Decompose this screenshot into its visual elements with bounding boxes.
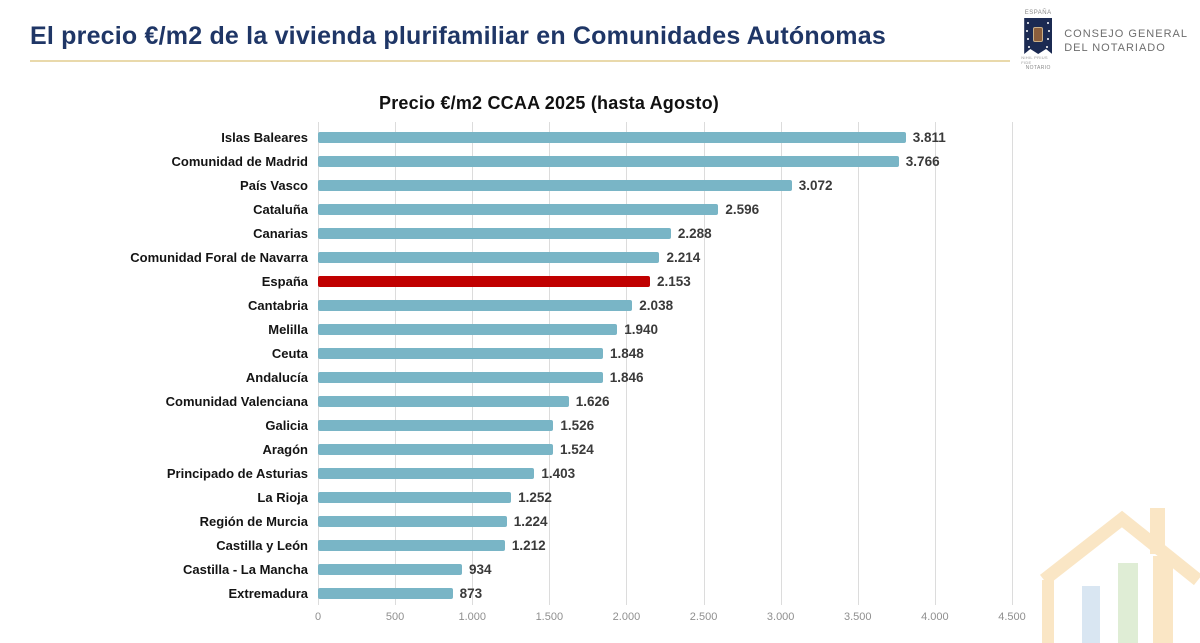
bar-row xyxy=(0,149,1012,173)
bar-track xyxy=(318,389,1012,413)
bar xyxy=(318,420,553,431)
category-label: Extremadura xyxy=(228,585,308,601)
bar xyxy=(318,228,671,239)
bar-row xyxy=(0,389,1012,413)
logo-org-name xyxy=(1064,27,1188,55)
value-label: 2.038 xyxy=(639,297,674,313)
value-label: 3.811 xyxy=(912,129,946,145)
category-label: Principado de Asturias xyxy=(166,465,308,481)
value-label: 934 xyxy=(469,561,492,577)
bar-row xyxy=(0,533,1012,557)
bar xyxy=(318,348,603,359)
category-label: Castilla - La Mancha xyxy=(183,561,308,577)
x-tick-label: 4.000 xyxy=(921,611,949,623)
bar xyxy=(318,564,462,575)
value-label: 1.940 xyxy=(624,321,658,337)
bar-row xyxy=(0,461,1012,485)
category-label: Islas Baleares xyxy=(221,129,308,145)
logo-motto: NIHIL PRIUS FIDE xyxy=(1021,55,1048,65)
x-tick-label: 1.000 xyxy=(458,611,486,623)
logo-country-label: ESPAÑA xyxy=(1024,10,1052,16)
bar-track xyxy=(318,581,1012,605)
value-label: 1.252 xyxy=(518,489,552,505)
bar xyxy=(318,300,632,311)
bar-row xyxy=(0,365,1012,389)
bar-row xyxy=(0,509,1012,533)
x-tick-label: 2.500 xyxy=(689,611,718,623)
value-label: 1.524 xyxy=(560,441,594,457)
shield-icon xyxy=(1024,18,1052,54)
bar-row xyxy=(0,317,1012,341)
value-label: 3.766 xyxy=(905,153,940,169)
bar-track xyxy=(318,125,1012,149)
bar-highlight xyxy=(318,276,650,287)
bar-track xyxy=(318,149,1012,173)
bar xyxy=(318,444,553,455)
value-label: 873 xyxy=(459,585,483,601)
bar-row xyxy=(0,341,1012,365)
bar-track xyxy=(318,317,1012,341)
x-tick-label: 500 xyxy=(385,611,405,623)
title-underline xyxy=(30,60,1010,62)
x-tick-label: 3.000 xyxy=(766,611,795,623)
category-label: Comunidad de Madrid xyxy=(171,153,308,169)
category-label: Canarias xyxy=(253,225,308,241)
x-axis xyxy=(314,611,1026,627)
bar xyxy=(318,492,511,503)
value-label: 2.153 xyxy=(657,273,691,289)
page-title: El precio €/m2 de la vivienda plurifamiliar en Comunidades Autónomas xyxy=(30,22,886,50)
bar-row xyxy=(0,581,1012,605)
bar xyxy=(318,252,659,263)
bar-chart xyxy=(0,125,1012,605)
logo-org-line1: CONSEJO GENERAL xyxy=(1064,27,1188,40)
bar xyxy=(318,156,899,167)
value-label: 1.212 xyxy=(511,537,546,553)
bar-row xyxy=(0,557,1012,581)
bar-track xyxy=(318,221,1012,245)
x-tick-label: 1.500 xyxy=(535,611,564,623)
bar-track xyxy=(318,557,1012,581)
bar xyxy=(318,588,453,599)
notariado-logo xyxy=(1021,10,1188,71)
bar xyxy=(318,396,569,407)
category-label: Castilla y León xyxy=(216,537,308,553)
bar-track xyxy=(318,293,1012,317)
value-label: 1.224 xyxy=(513,513,548,529)
bar-track xyxy=(318,533,1012,557)
bar-track xyxy=(318,437,1012,461)
bar-track xyxy=(318,461,1012,485)
bar xyxy=(318,204,718,215)
logo-org-line2: DEL NOTARIADO xyxy=(1064,41,1166,54)
category-label: Comunidad Foral de Navarra xyxy=(130,249,308,265)
bar-track xyxy=(318,413,1012,437)
bar-row xyxy=(0,245,1012,269)
bar-track xyxy=(318,365,1012,389)
value-label: 2.214 xyxy=(666,249,701,265)
x-tick-label: 4.500 xyxy=(998,611,1026,623)
bar-row xyxy=(0,437,1012,461)
category-label: Melilla xyxy=(268,321,308,337)
category-label: Andalucía xyxy=(245,369,308,385)
bar-track xyxy=(318,269,1012,293)
bar xyxy=(318,180,792,191)
value-label: 1.403 xyxy=(541,465,576,481)
bar-row xyxy=(0,125,1012,149)
bar xyxy=(318,468,534,479)
gridline xyxy=(1012,122,1013,605)
category-label: Cataluña xyxy=(253,201,308,217)
value-label: 2.596 xyxy=(725,201,760,217)
bar-row xyxy=(0,221,1012,245)
bar-row xyxy=(0,293,1012,317)
value-label: 1.626 xyxy=(575,393,610,409)
value-label: 3.072 xyxy=(798,177,833,193)
bar-track xyxy=(318,509,1012,533)
house-chart-watermark-icon xyxy=(1040,500,1200,643)
x-tick-label: 3.500 xyxy=(844,611,872,623)
bar-track xyxy=(318,485,1012,509)
bar xyxy=(318,516,507,527)
bar-track xyxy=(318,173,1012,197)
category-label: Región de Murcia xyxy=(199,513,308,529)
chart-title: Precio €/m2 CCAA 2025 (hasta Agosto) xyxy=(379,93,719,113)
bar xyxy=(318,132,906,143)
seal-icon xyxy=(1033,27,1043,42)
notariado-emblem-icon xyxy=(1021,10,1055,71)
bar-row xyxy=(0,413,1012,437)
bar-track xyxy=(318,197,1012,221)
category-label: España xyxy=(261,273,308,289)
category-label: La Rioja xyxy=(257,489,308,505)
category-label: Aragón xyxy=(262,441,308,457)
bar-row xyxy=(0,269,1012,293)
category-label: Comunidad Valenciana xyxy=(165,393,308,409)
bar-row xyxy=(0,485,1012,509)
bar-row xyxy=(0,197,1012,221)
x-tick-label: 0 xyxy=(314,611,322,623)
value-label: 1.848 xyxy=(610,345,644,361)
logo-caption: NOTARIO xyxy=(1025,65,1051,71)
category-label: Ceuta xyxy=(271,345,308,361)
category-label: Cantabria xyxy=(248,297,308,313)
value-label: 1.846 xyxy=(609,369,644,385)
bar xyxy=(318,324,617,335)
bar xyxy=(318,540,505,551)
x-tick-label: 2.000 xyxy=(612,611,641,623)
bar-track xyxy=(318,245,1012,269)
value-label: 1.526 xyxy=(560,417,595,433)
category-label: País Vasco xyxy=(240,177,308,193)
bar xyxy=(318,372,603,383)
value-label: 2.288 xyxy=(677,225,712,241)
bar-track xyxy=(318,341,1012,365)
bar-row xyxy=(0,173,1012,197)
category-label: Galicia xyxy=(265,417,308,433)
